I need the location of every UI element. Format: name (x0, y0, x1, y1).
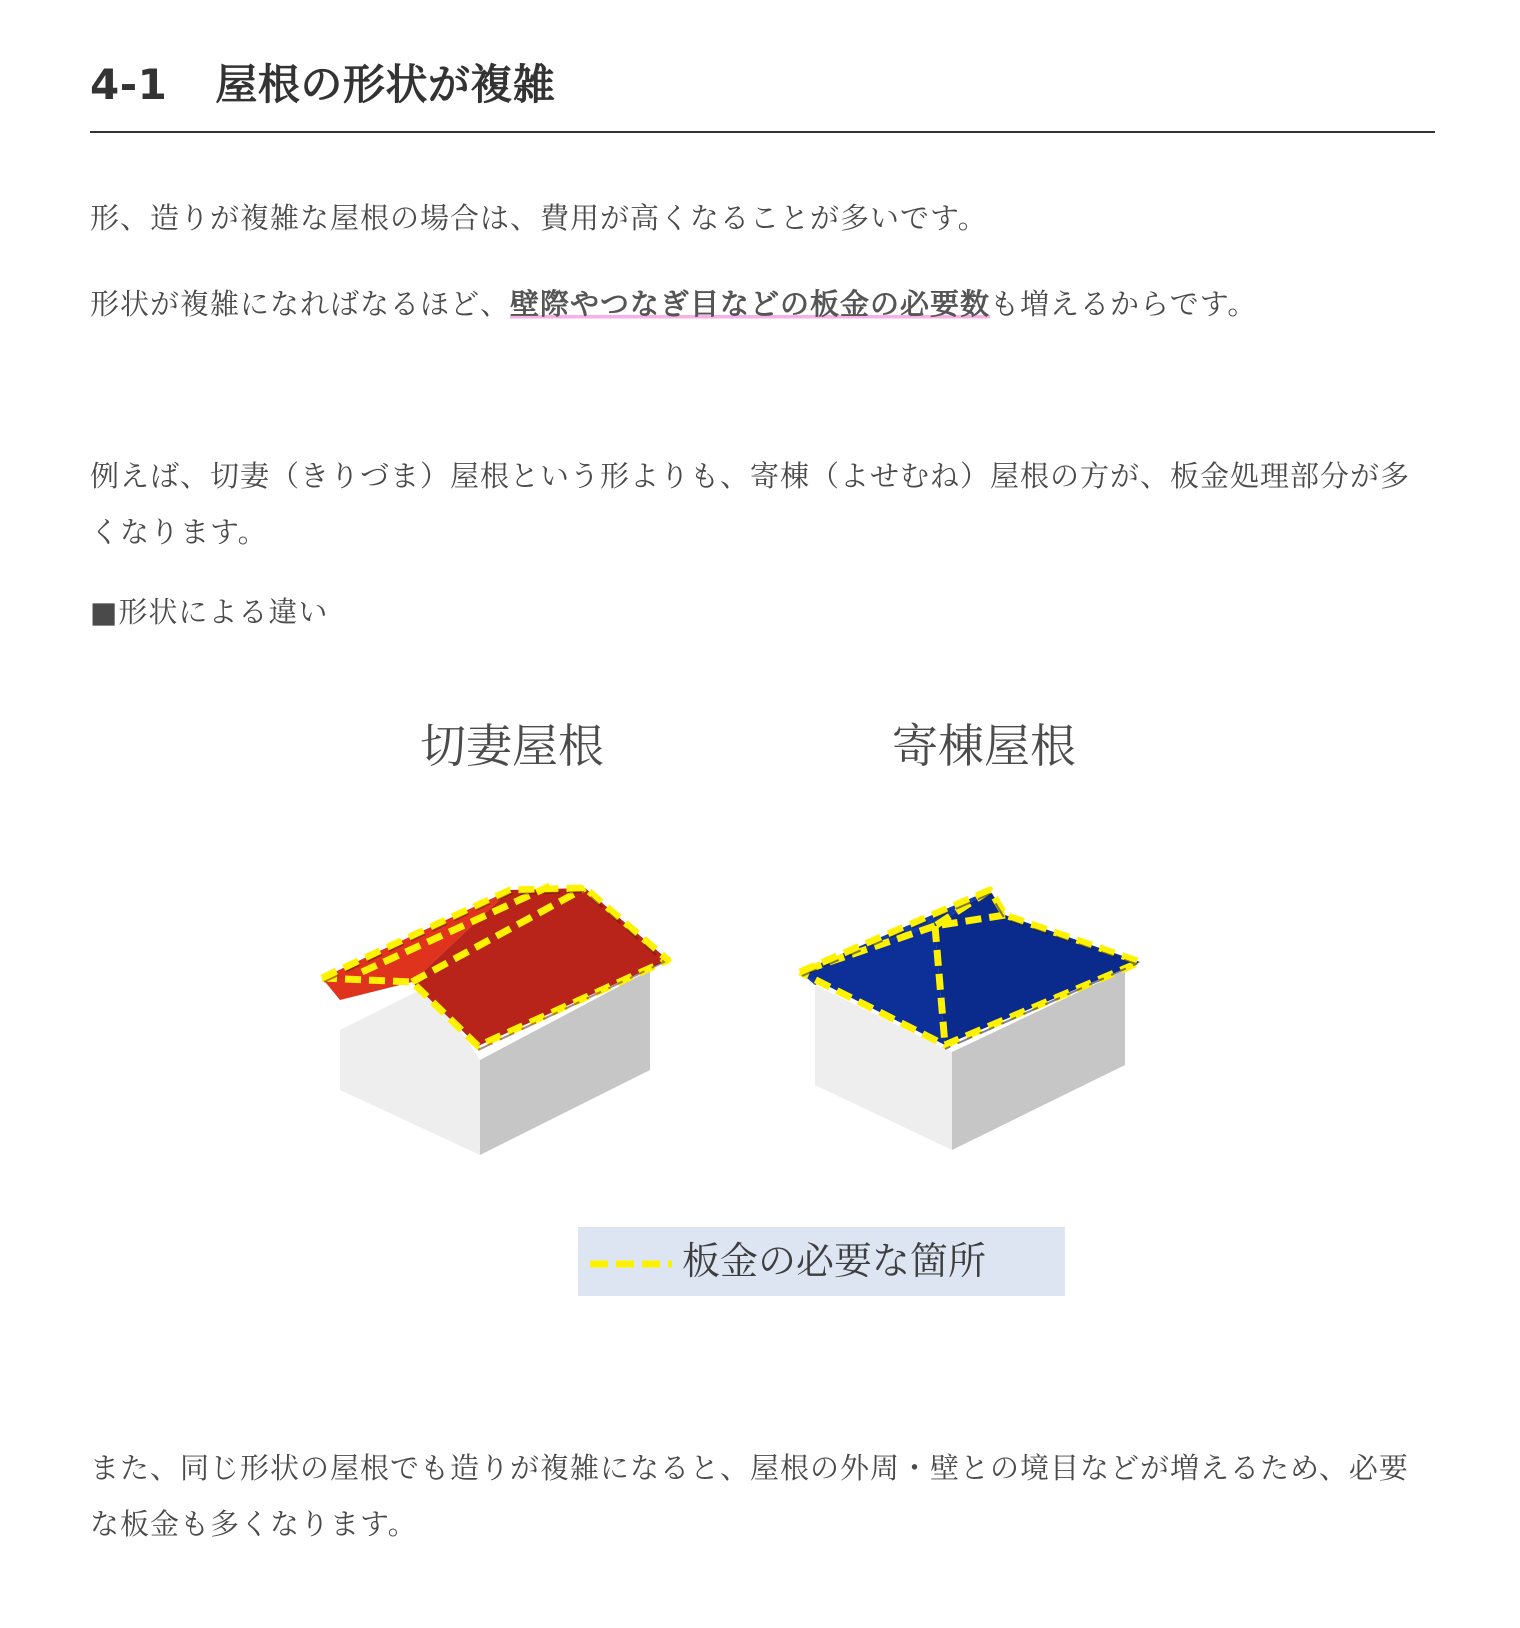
section-heading (90, 52, 1435, 112)
figure-caption-heading: ■形状による違い (90, 595, 329, 629)
roof-diagram-svg (300, 700, 1230, 1360)
roof-shape-diagram (300, 700, 1230, 1360)
legend-label: 板金の必要な箇所 (682, 1239, 987, 1283)
section-title: 屋根の形状が複雑 (215, 60, 556, 109)
paragraph-5: また、同じ形状の屋根でも造りが複雑になると、屋根の外周・壁との境目などが増えるため、必要な板金も多くなります。 (90, 1451, 1409, 1541)
paragraph-2-text-after: も増えるからです。 (990, 287, 1258, 321)
gable-roof-label: 切妻屋根 (420, 719, 604, 773)
section-number: 4-1 (90, 60, 168, 109)
paragraph-3: 例えば、切妻（きりづま）屋根という形よりも、寄棟（よせむね）屋根の方が、板金処理部分が多くなります。 (90, 459, 1411, 549)
highlighted-text: 壁際やつなぎ目などの板金の必要数 (510, 287, 991, 321)
paragraph-1: 形、造りが複雑な屋根の場合は、費用が高くなることが多いです。 (90, 201, 988, 235)
hip-roof-label: 寄棟屋根 (892, 719, 1076, 773)
heading-divider (90, 131, 1435, 133)
paragraph-2-text-before: 形状が複雑になればなるほど、 (90, 287, 511, 321)
paragraph-2 (90, 276, 1435, 332)
gable-roof-house (322, 886, 668, 1155)
hip-roof-house (800, 890, 1140, 1150)
legend (578, 1227, 1065, 1296)
